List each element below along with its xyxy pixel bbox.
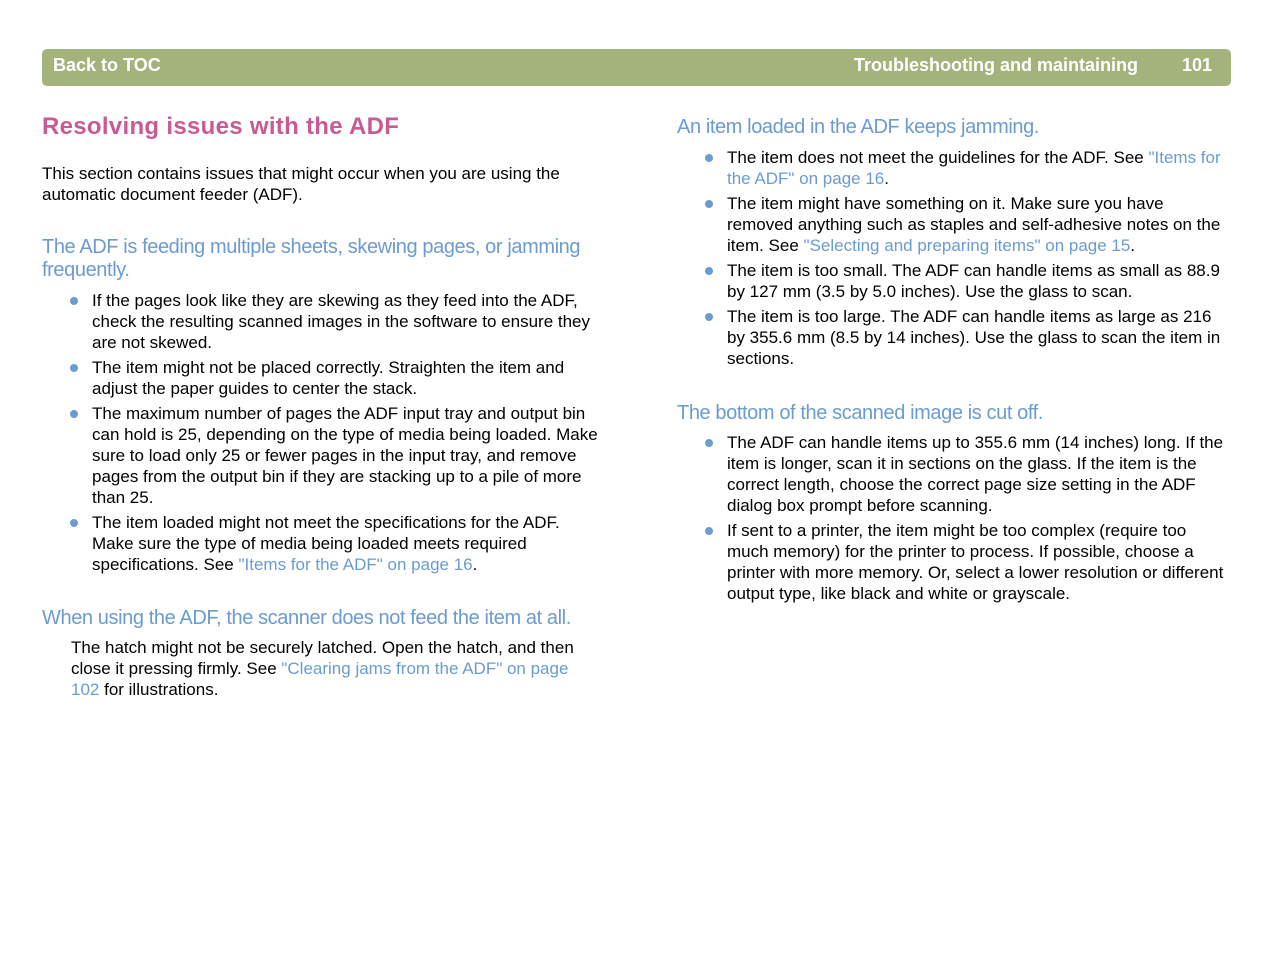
section-title: Troubleshooting and maintaining [854,55,1138,75]
bullet-icon [70,364,78,372]
bullet-icon [70,297,78,305]
bullet-icon [70,519,78,527]
heading-multiple-sheets: The ADF is feeding multiple sheets, skewing pages, or jamming frequently. [42,236,581,281]
bullet-icon [705,154,713,162]
bullet-icon [705,200,713,208]
list-item: The item does not meet the guidelines for the ADF. See "Items for the ADF" on page 16. [677,147,1232,189]
bullet-icon [705,439,713,447]
page-title: Resolving issues with the ADF [42,113,400,140]
items-for-adf-link[interactable]: "Items for the ADF" on page 16 [727,148,1221,188]
clearing-jams-link[interactable]: "Clearing jams from the ADF" on page 102 [71,659,569,699]
back-to-toc-link[interactable]: Back to TOC [53,55,161,75]
list-item: If sent to a printer, the item might be too complex (require too much memory) for the printer to process. If possible, choose a printer with more memory. Or, select a lower resolution or different output type, like black and white or grayscale. [677,520,1232,604]
list-item: The ADF can handle items up to 355.6 mm (14 inches) long. If the item is longer, scan it in sections on the glass. If the item is the correct length, choose the correct page size setting in the ADF dialog box prompt before scanning. [677,432,1232,516]
list-item: The maximum number of pages the ADF input tray and output bin can hold is 25, depending on the type of media being loaded. Make sure to load only 25 or fewer pages in the input tray, and remove pages from the output bin if they are stacking up to a pile of more than 25. [42,403,602,508]
list-item: If the pages look like they are skewing as they feed into the ADF, check the resulting scanned images in the software to ensure they are not skewed. [42,290,602,353]
multiple-sheets-list [42,290,602,579]
page-number: 101 [1181,55,1212,75]
no-feed-paragraph: The hatch might not be securely latched. Open the hatch, and then close it pressing firmly. See "Clearing jams from the ADF" on page 102 for illustrations. [71,638,574,699]
list-item: The item is too small. The ADF can handle items as small as 88.9 by 127 mm (3.5 by 5.0 inches). Use the glass to scan. [677,260,1232,302]
page-header [42,49,1231,86]
list-item: The item might not be placed correctly. Straighten the item and adjust the paper guides to center the stack. [42,357,602,399]
intro-paragraph: This section contains issues that might occur when you are using the automatic document feeder (ADF). [42,164,560,204]
heading-keeps-jamming: An item loaded in the ADF keeps jamming. [677,116,1039,138]
heading-cut-off: The bottom of the scanned image is cut off. [677,402,1043,424]
list-item: The item loaded might not meet the specifications for the ADF. Make sure the type of media being loaded meets required specifications. See "Items for the ADF" on page 16. [42,512,602,575]
list-item: The item might have something on it. Make sure you have removed anything such as staples and self-adhesive notes on the item. See "Selecting and preparing items" on page 15. [677,193,1232,256]
bullet-icon [705,267,713,275]
keeps-jamming-list [677,147,1232,373]
list-item: The item is too large. The ADF can handle items as large as 216 by 355.6 mm (8.5 by 14 inches). Use the glass to scan the item in sections. [677,306,1232,369]
bullet-icon [705,313,713,321]
heading-no-feed: When using the ADF, the scanner does not feed the item at all. [42,607,571,629]
bullet-icon [70,410,78,418]
cut-off-list [677,432,1232,608]
selecting-items-link[interactable]: "Selecting and preparing items" on page 15 [803,236,1131,255]
items-for-adf-link[interactable]: "Items for the ADF" on page 16 [238,555,473,574]
bullet-icon [705,527,713,535]
